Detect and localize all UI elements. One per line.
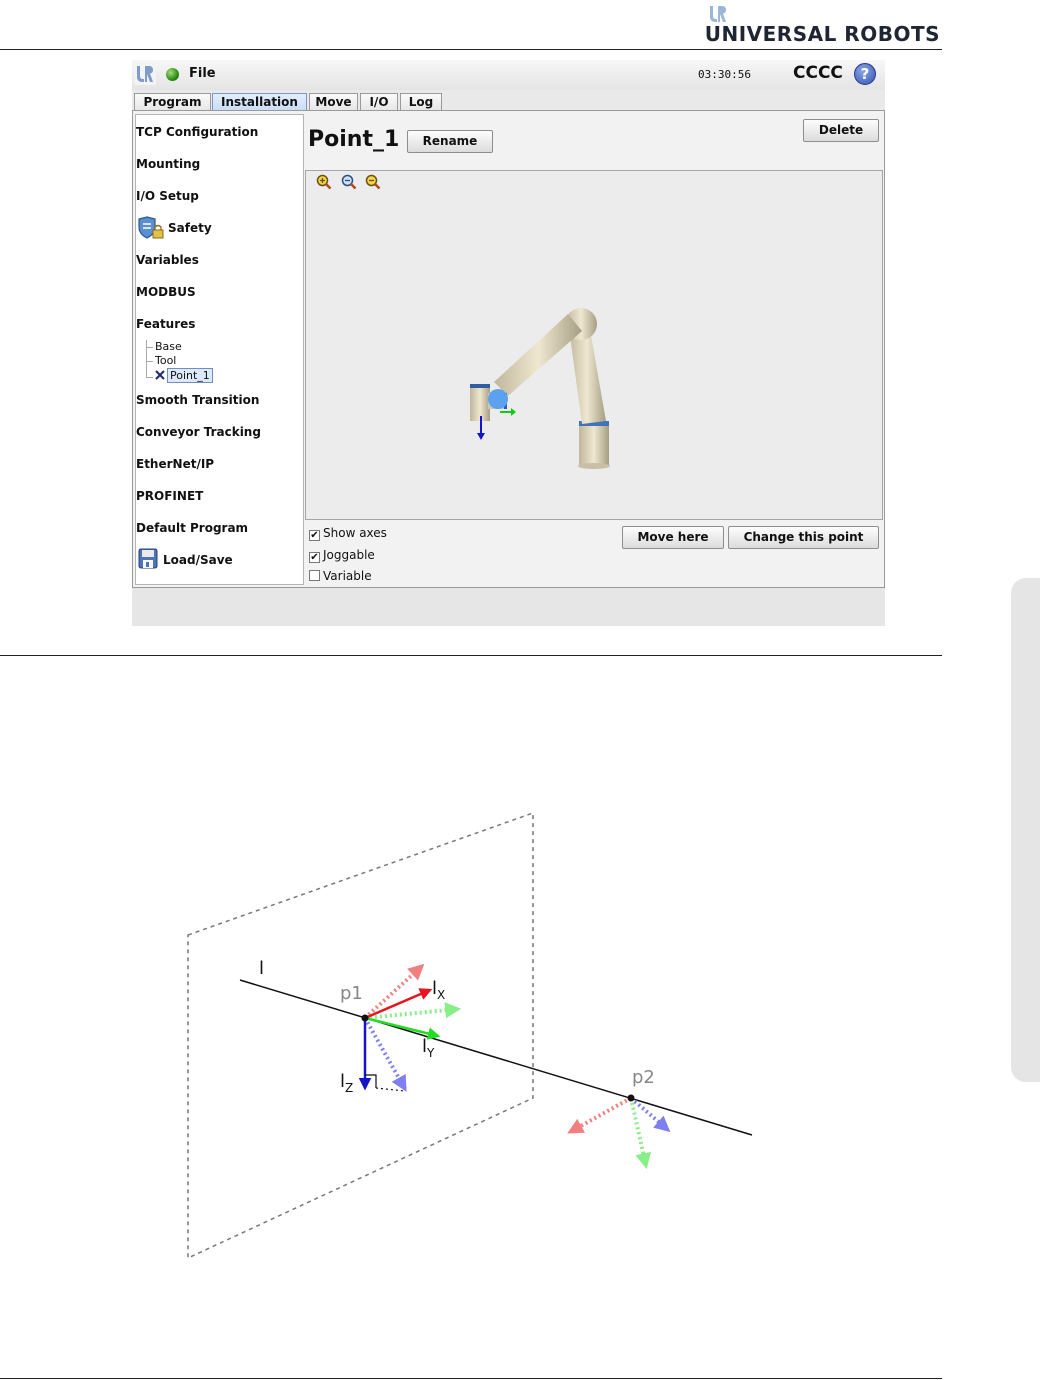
bottom-bar: [132, 588, 885, 626]
rename-button[interactable]: Rename: [407, 130, 493, 153]
ur-logo-icon[interactable]: [134, 63, 156, 85]
nav-safety[interactable]: Safety: [168, 221, 212, 235]
nav-variables[interactable]: Variables: [136, 253, 199, 267]
feature-point-1[interactable]: Point_1: [167, 368, 213, 383]
axis-z-subscript: Z: [345, 1081, 354, 1095]
nav-modbus[interactable]: MODBUS: [136, 285, 196, 299]
show-axes-label: Show axes: [323, 526, 387, 540]
axis-z-label: [340, 1071, 353, 1095]
change-this-point-button[interactable]: Change this point: [728, 526, 879, 549]
nav-io-setup[interactable]: I/O Setup: [136, 189, 199, 203]
diagram-drawing: [180, 800, 780, 1270]
p1-label: p1: [340, 983, 363, 1004]
footer-rule: [0, 1378, 942, 1379]
nav-profinet[interactable]: PROFINET: [136, 489, 204, 503]
checkbox-check-icon: ✔: [310, 552, 319, 563]
feature-tool[interactable]: Tool: [155, 354, 177, 367]
robot-name: CCCC: [793, 63, 843, 83]
robot-arm-render: [456, 296, 636, 476]
p2-label: p2: [632, 1067, 655, 1088]
side-chapter-tab: [1011, 578, 1040, 1082]
nav-conveyor-tracking[interactable]: Conveyor Tracking: [136, 425, 261, 439]
axis-y-letter: l: [422, 1036, 428, 1057]
brand-name: UNIVERSAL ROBOTS: [704, 22, 940, 46]
section-rule: [0, 655, 942, 656]
checkbox-check-icon: ✔: [310, 530, 319, 541]
tab-log[interactable]: Log: [400, 93, 442, 111]
tree-connector: [146, 377, 153, 378]
joggable-checkbox[interactable]: [309, 548, 375, 563]
clock: 03:30:56: [698, 68, 751, 81]
axis-x-subscript: X: [437, 988, 446, 1002]
nav-smooth-transition[interactable]: Smooth Transition: [136, 393, 260, 407]
tree-connector: [146, 361, 153, 362]
ur-brand-logo-icon: [708, 4, 728, 24]
installation-nav: [135, 114, 304, 585]
zoom-reset-icon[interactable]: [341, 174, 357, 190]
point-content: [305, 114, 883, 585]
tree-connector: [146, 340, 147, 378]
axis-x-label: [432, 978, 445, 1002]
joggable-label: Joggable: [323, 548, 375, 562]
installation-panel: [132, 110, 885, 588]
top-bar: [132, 60, 885, 90]
variable-checkbox[interactable]: [309, 569, 372, 583]
point-title: Point_1: [308, 127, 400, 152]
file-menu[interactable]: File: [189, 66, 216, 81]
move-here-button[interactable]: Move here: [622, 526, 724, 549]
tab-program[interactable]: Program: [134, 93, 211, 111]
robot-status-icon[interactable]: [166, 68, 179, 81]
nav-default-program[interactable]: Default Program: [136, 521, 249, 535]
polyscope-window: [132, 60, 885, 626]
robot-3d-view[interactable]: [305, 170, 883, 520]
nav-tcp-configuration[interactable]: TCP Configuration: [136, 125, 259, 139]
point-feature-icon: [154, 369, 166, 381]
nav-ethernet-ip[interactable]: EtherNet/IP: [136, 457, 215, 471]
nav-mounting[interactable]: Mounting: [136, 157, 201, 171]
help-icon[interactable]: ?: [854, 63, 876, 85]
brand-header: [700, 2, 940, 46]
tab-installation[interactable]: Installation: [212, 93, 307, 111]
checkbox-empty-icon: [309, 570, 320, 581]
axis-z-letter: l: [340, 1071, 346, 1092]
delete-button[interactable]: Delete: [803, 119, 879, 142]
tab-move[interactable]: Move: [309, 93, 358, 111]
tree-connector: [146, 347, 153, 348]
axis-y-subscript: Y: [427, 1046, 435, 1060]
feature-base[interactable]: Base: [155, 340, 182, 353]
safety-shield-icon: [138, 216, 166, 240]
nav-load-save[interactable]: Load/Save: [163, 553, 233, 567]
point-orientation-diagram: [180, 800, 780, 1270]
zoom-out-icon[interactable]: [365, 174, 381, 190]
axis-y-label: [422, 1036, 434, 1060]
floppy-disk-icon: [138, 548, 158, 569]
nav-features[interactable]: Features: [136, 317, 196, 331]
axis-x-letter: l: [432, 978, 438, 999]
header-rule: [0, 49, 942, 50]
variable-label: Variable: [323, 569, 372, 583]
line-label: l: [259, 958, 265, 979]
tab-io[interactable]: I/O: [360, 93, 398, 111]
show-axes-checkbox[interactable]: [309, 526, 387, 541]
zoom-in-icon[interactable]: [316, 174, 332, 190]
